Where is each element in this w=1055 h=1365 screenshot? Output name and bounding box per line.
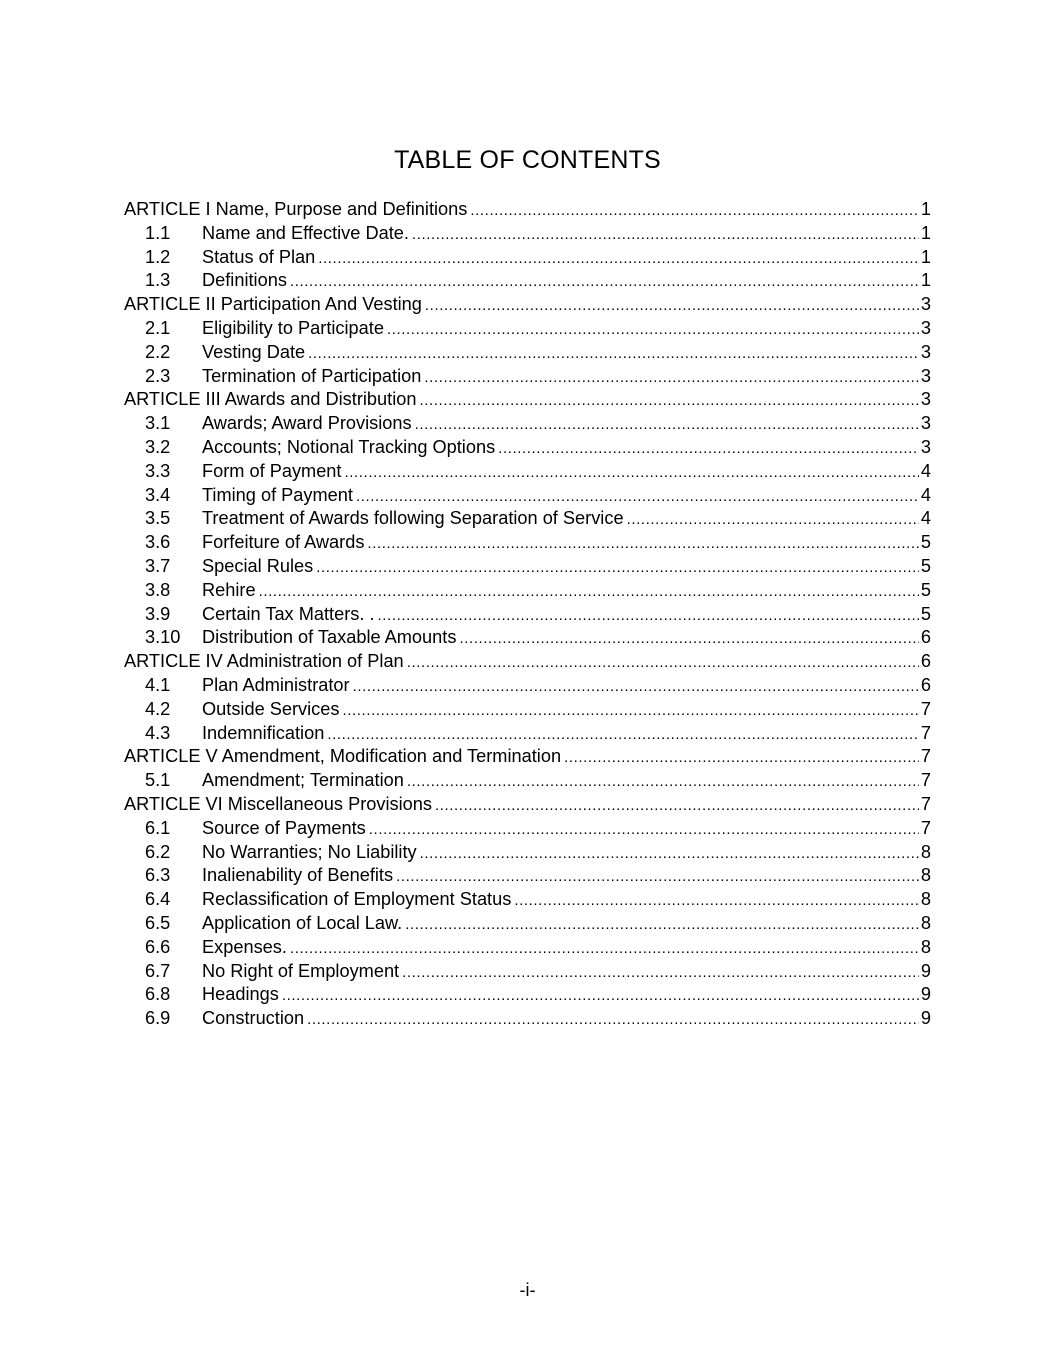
toc-article-entry[interactable] xyxy=(124,745,931,769)
toc-section-entry[interactable] xyxy=(124,722,931,746)
toc-entry-title: Application of Local Law. xyxy=(202,912,403,933)
toc-entry-number: 1.2 xyxy=(145,246,171,267)
toc-entry-page-number: 3 xyxy=(920,365,931,386)
toc-article-entry[interactable] xyxy=(124,198,931,222)
toc-entry-number: 1.3 xyxy=(145,270,171,291)
toc-entry-page-number: 7 xyxy=(920,698,931,719)
toc-entry-title: Timing of Payment xyxy=(202,484,353,505)
toc-section-entry[interactable] xyxy=(124,341,931,365)
toc-dot-leader xyxy=(470,199,919,222)
toc-dot-leader xyxy=(407,770,919,793)
toc-article-entry[interactable] xyxy=(124,293,931,317)
toc-section-entry[interactable] xyxy=(124,698,931,722)
toc-dot-leader xyxy=(420,842,919,865)
toc-entry-number: 2.2 xyxy=(145,341,171,362)
toc-entry-number: 3.1 xyxy=(145,413,171,434)
toc-entry-page-number: 8 xyxy=(920,936,931,957)
toc-section-entry[interactable] xyxy=(124,912,931,936)
toc-section-entry[interactable] xyxy=(124,460,931,484)
toc-dot-leader xyxy=(459,627,918,650)
toc-entry-number: 6.1 xyxy=(145,817,171,838)
toc-entry-page-number: 6 xyxy=(920,627,931,648)
toc-entry-title: Source of Payments xyxy=(202,817,366,838)
toc-entry-page-number: 5 xyxy=(920,579,931,600)
toc-entry-page-number: 8 xyxy=(920,889,931,910)
toc-dot-leader xyxy=(307,1008,919,1031)
toc-entry-title: No Warranties; No Liability xyxy=(202,841,417,862)
toc-entry-page-number: 7 xyxy=(920,722,931,743)
toc-entry-page-number: 7 xyxy=(920,746,931,767)
toc-article-entry[interactable] xyxy=(124,650,931,674)
toc-entry-title: Distribution of Taxable Amounts xyxy=(202,627,457,648)
toc-entry-number: 3.10 xyxy=(145,627,181,648)
toc-dot-leader xyxy=(327,723,919,746)
toc-entry-number: 4.2 xyxy=(145,698,171,719)
toc-section-entry[interactable] xyxy=(124,888,931,912)
toc-dot-leader xyxy=(425,294,919,317)
toc-dot-leader xyxy=(369,818,919,841)
toc-section-entry[interactable] xyxy=(124,317,931,341)
toc-dot-leader xyxy=(415,413,919,436)
toc-section-entry[interactable] xyxy=(124,531,931,555)
toc-entry-page-number: 1 xyxy=(920,246,931,267)
toc-section-entry[interactable] xyxy=(124,983,931,1007)
toc-section-entry[interactable] xyxy=(124,555,931,579)
toc-entry-page-number: 8 xyxy=(920,841,931,862)
toc-entry-title: Forfeiture of Awards xyxy=(202,532,365,553)
toc-entry-page-number: 3 xyxy=(920,294,931,315)
toc-dot-leader xyxy=(402,961,919,984)
toc-dot-leader xyxy=(308,342,919,365)
toc-dot-leader xyxy=(282,984,919,1007)
toc-entry-page-number: 7 xyxy=(920,770,931,791)
toc-section-entry[interactable] xyxy=(124,1007,931,1031)
toc-section-entry[interactable] xyxy=(124,841,931,865)
toc-dot-leader xyxy=(378,604,919,627)
toc-entry-page-number: 8 xyxy=(920,912,931,933)
toc-entry-title: Certain Tax Matters. . xyxy=(202,603,375,624)
toc-entry-title: Accounts; Notional Tracking Options xyxy=(202,436,496,457)
toc-entry-number: 4.3 xyxy=(145,722,171,743)
toc-dot-leader xyxy=(344,461,918,484)
toc-entry-number: 3.7 xyxy=(145,555,171,576)
toc-entry-title: Reclassification of Employment Status xyxy=(202,889,512,910)
toc-section-entry[interactable] xyxy=(124,579,931,603)
toc-entry-page-number: 8 xyxy=(920,865,931,886)
toc-entry-title: Definitions xyxy=(202,270,287,291)
toc-entry-title: Inalienability of Benefits xyxy=(202,865,394,886)
toc-entry-page-number: 7 xyxy=(920,793,931,814)
toc-section-entry[interactable] xyxy=(124,769,931,793)
toc-entry-number: 4.1 xyxy=(145,674,171,695)
toc-section-entry[interactable] xyxy=(124,412,931,436)
toc-entry-page-number: 4 xyxy=(920,484,931,505)
toc-entry-page-number: 3 xyxy=(920,436,931,457)
toc-entry-number: 2.1 xyxy=(145,317,171,338)
toc-dot-leader xyxy=(387,318,919,341)
toc-entry-title: Expenses. xyxy=(202,936,287,957)
toc-section-entry[interactable] xyxy=(124,365,931,389)
table-of-contents xyxy=(124,198,931,1031)
toc-section-entry[interactable] xyxy=(124,674,931,698)
toc-entry-page-number: 3 xyxy=(920,413,931,434)
toc-dot-leader xyxy=(290,270,919,293)
toc-entry-page-number: 4 xyxy=(920,460,931,481)
toc-entry-number: 3.4 xyxy=(145,484,171,505)
toc-dot-leader xyxy=(412,223,919,246)
toc-entry-title: Form of Payment xyxy=(202,460,342,481)
toc-entry-number: 3.9 xyxy=(145,603,171,624)
toc-entry-title: Awards; Award Provisions xyxy=(202,413,412,434)
toc-entry-title: Construction xyxy=(202,1008,305,1029)
toc-entry-title: Treatment of Awards following Separation of Service xyxy=(202,508,624,529)
toc-entry-page-number: 1 xyxy=(920,270,931,291)
toc-entry-title: Name and Effective Date. xyxy=(202,222,409,243)
page-title: TABLE OF CONTENTS xyxy=(394,146,661,174)
toc-entry-number: 6.9 xyxy=(145,1008,171,1029)
toc-entry-title: ARTICLE III Awards and Distribution xyxy=(124,389,417,410)
toc-dot-leader xyxy=(342,699,918,722)
toc-dot-leader xyxy=(627,508,919,531)
toc-entry-number: 3.2 xyxy=(145,436,171,457)
toc-entry-number: 6.4 xyxy=(145,889,171,910)
toc-dot-leader xyxy=(356,485,919,508)
toc-dot-leader xyxy=(367,532,918,555)
toc-dot-leader xyxy=(424,366,919,389)
toc-entry-title: ARTICLE IV Administration of Plan xyxy=(124,651,404,672)
toc-article-entry[interactable] xyxy=(124,388,931,412)
toc-section-entry[interactable] xyxy=(124,817,931,841)
toc-section-entry[interactable] xyxy=(124,436,931,460)
toc-entry-title: Amendment; Termination xyxy=(202,770,404,791)
toc-entry-title: Status of Plan xyxy=(202,246,316,267)
toc-entry-title: Vesting Date xyxy=(202,341,306,362)
toc-entry-page-number: 4 xyxy=(920,508,931,529)
toc-dot-leader xyxy=(419,389,918,412)
toc-dot-leader xyxy=(396,865,919,888)
toc-entry-number: 5.1 xyxy=(145,770,171,791)
toc-entry-page-number: 5 xyxy=(920,532,931,553)
toc-section-entry[interactable] xyxy=(124,603,931,627)
toc-entry-page-number: 3 xyxy=(920,389,931,410)
toc-section-entry[interactable] xyxy=(124,484,931,508)
toc-entry-number: 6.2 xyxy=(145,841,171,862)
toc-entry-page-number: 9 xyxy=(920,1008,931,1029)
toc-section-entry[interactable] xyxy=(124,626,931,650)
toc-entry-page-number: 3 xyxy=(920,317,931,338)
toc-entry-number: 3.5 xyxy=(145,508,171,529)
toc-entry-number: 3.8 xyxy=(145,579,171,600)
toc-dot-leader xyxy=(316,556,919,579)
toc-entry-title: Rehire xyxy=(202,579,256,600)
toc-entry-title: No Right of Employment xyxy=(202,960,400,981)
toc-entry-title: ARTICLE V Amendment, Modification and Termination xyxy=(124,746,562,767)
toc-entry-page-number: 3 xyxy=(920,341,931,362)
toc-dot-leader xyxy=(353,675,919,698)
toc-dot-leader xyxy=(564,746,919,769)
toc-entry-number: 1.1 xyxy=(145,222,171,243)
toc-entry-title: Headings xyxy=(202,984,279,1005)
toc-entry-page-number: 1 xyxy=(920,222,931,243)
toc-dot-leader xyxy=(318,247,919,270)
toc-entry-number: 6.5 xyxy=(145,912,171,933)
toc-entry-title: ARTICLE VI Miscellaneous Provisions xyxy=(124,793,432,814)
toc-dot-leader xyxy=(435,794,919,817)
toc-dot-leader xyxy=(498,437,919,460)
page-number-footer: -i- xyxy=(519,1280,536,1300)
toc-section-entry[interactable] xyxy=(124,507,931,531)
toc-dot-leader xyxy=(514,889,919,912)
toc-section-entry[interactable] xyxy=(124,864,931,888)
toc-entry-number: 3.3 xyxy=(145,460,171,481)
toc-entry-page-number: 6 xyxy=(920,674,931,695)
toc-entry-title: Termination of Participation xyxy=(202,365,422,386)
toc-section-entry[interactable] xyxy=(124,960,931,984)
toc-entry-number: 6.7 xyxy=(145,960,171,981)
toc-section-entry[interactable] xyxy=(124,222,931,246)
toc-section-entry[interactable] xyxy=(124,269,931,293)
toc-dot-leader xyxy=(407,651,919,674)
toc-entry-title: Outside Services xyxy=(202,698,340,719)
toc-entry-page-number: 7 xyxy=(920,817,931,838)
toc-dot-leader xyxy=(290,937,919,960)
toc-entry-title: ARTICLE I Name, Purpose and Definitions xyxy=(124,199,468,219)
toc-entry-number: 6.8 xyxy=(145,984,171,1005)
toc-entry-page-number: 6 xyxy=(920,651,931,672)
toc-entry-page-number: 5 xyxy=(920,603,931,624)
toc-entry-title: Indemnification xyxy=(202,722,325,743)
toc-dot-leader xyxy=(259,580,919,603)
toc-entry-page-number: 9 xyxy=(920,984,931,1005)
toc-entry-number: 6.3 xyxy=(145,865,171,886)
toc-entry-title: Special Rules xyxy=(202,555,314,576)
toc-section-entry[interactable] xyxy=(124,936,931,960)
toc-entry-title: Plan Administrator xyxy=(202,674,350,695)
toc-entry-page-number: 5 xyxy=(920,555,931,576)
toc-entry-title: ARTICLE II Participation And Vesting xyxy=(124,294,422,315)
toc-entry-number: 2.3 xyxy=(145,365,171,386)
toc-entry-page-number: 1 xyxy=(920,199,931,219)
toc-entry-number: 6.6 xyxy=(145,936,171,957)
toc-dot-leader xyxy=(405,913,919,936)
toc-entry-title: Eligibility to Participate xyxy=(202,317,384,338)
toc-entry-number: 3.6 xyxy=(145,532,171,553)
toc-section-entry[interactable] xyxy=(124,246,931,270)
toc-entry-page-number: 9 xyxy=(920,960,931,981)
toc-article-entry[interactable] xyxy=(124,793,931,817)
